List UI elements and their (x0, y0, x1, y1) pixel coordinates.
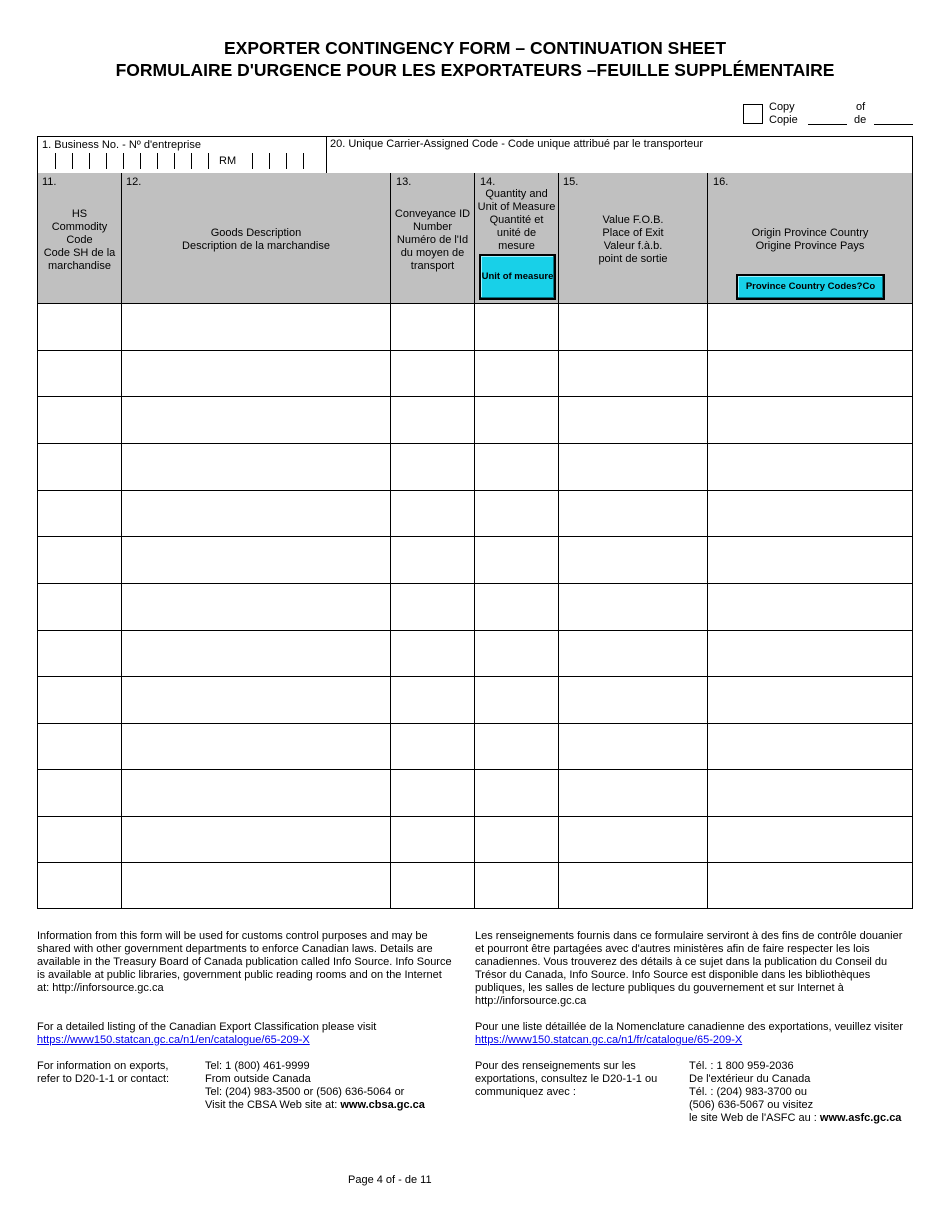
col12-heading: Goods Description Description de la marchandise (182, 227, 330, 252)
carrier-code-field[interactable] (330, 152, 910, 170)
table-row[interactable] (37, 350, 913, 351)
col14-heading: Quantity and Unit of Measure Quantité et unité de mesure (477, 188, 556, 252)
table-row[interactable] (37, 630, 913, 631)
classification-link-en[interactable]: https://www150.statcan.gc.ca/n1/en/catalogue/65-209-X (37, 1034, 310, 1046)
table-row[interactable] (37, 443, 913, 444)
privacy-notice-fr: Les renseignements fournis dans ce formulaire serviront à des fins de contrôle douanier et pourront être partagées avec d'autres ministères afin de faire respecter les lois canadiennes. Vous trouverez des détails à ce sujet dans la publication du Conseil du Trésor du Canada, Info Source. Info Source est disponible dans les bibliothèques publiques, les salles de lecture publiques du gouvernement et sur Internet à http://inforsource.gc.ca (475, 930, 903, 1007)
copy-checkbox[interactable] (743, 104, 763, 124)
col14-number: 14. (480, 176, 496, 188)
table-row[interactable] (37, 862, 913, 863)
copy-number-field[interactable] (808, 124, 847, 125)
col15-heading: Value F.O.B. Place of Exit Valeur f.à.b. point de sortie (598, 214, 668, 265)
contact-details-en: Tel: 1 (800) 461-9999 From outside Canada Tel: (204) 983-3500 or (506) 636-5064 or Visit the CBSA Web site at: www.cbsa.gc.ca (205, 1060, 425, 1111)
col11-heading: HS Commodity Code Code SH de la marchandise (43, 208, 116, 272)
table-row[interactable] (37, 723, 913, 724)
table-row[interactable] (37, 536, 913, 537)
col16-number: 16. (713, 176, 729, 188)
col15-number: 15. (563, 176, 579, 188)
classification-text-en: For a detailed listing of the Canadian Export Classification please visit (37, 1021, 377, 1033)
privacy-notice-en: Information from this form will be used for customs control purposes and may be shared with other government departments to enforce Canadian laws. Details are available in the Treasury Board of Canada publication called Info Source. Info Source is available at public libraries, government public reading rooms and on the Internet at: http://inforsource.gc.ca (37, 930, 452, 994)
classification-link-fr[interactable]: https://www150.statcan.gc.ca/n1/fr/catalogue/65-209-X (475, 1034, 743, 1046)
page-number: Page 4 of - de 11 (348, 1174, 432, 1186)
contact-intro-en: For information on exports, refer to D20-1-1 or contact: (37, 1060, 170, 1085)
province-country-codes-button[interactable]: Province Country Codes?Co (736, 274, 885, 300)
copy-label-en: Copy (769, 101, 795, 113)
copy-label-fr: Copie (769, 114, 798, 126)
col11-number: 11. (42, 176, 57, 188)
col13-heading: Conveyance ID Number Numéro de l'Id du moyen de transport (394, 208, 471, 272)
form-title-french: FORMULAIRE D'URGENCE POUR LES EXPORTATEURS –FEUILLE SUPPLÉMENTAIRE (115, 60, 835, 80)
of-number-field[interactable] (874, 124, 913, 125)
unit-of-measure-button[interactable]: Unit of measure (479, 254, 556, 300)
table-row[interactable] (37, 769, 913, 770)
col13-number: 13. (396, 176, 412, 188)
col16-heading: Origin Province Country Origine Province Pays (751, 227, 869, 252)
col12-number: 12. (126, 176, 142, 188)
business-no-label: 1. Business No. - Nº d'entreprise (42, 139, 201, 151)
table-row[interactable] (37, 396, 913, 397)
cbsa-site-link[interactable]: www.cbsa.gc.ca (340, 1099, 425, 1111)
table-row[interactable] (37, 816, 913, 817)
of-label-fr: de (854, 114, 867, 126)
rm-label: RM (219, 155, 237, 167)
table-row[interactable] (37, 676, 913, 677)
asfc-site-link[interactable]: www.asfc.gc.ca (819, 1112, 902, 1124)
carrier-code-label: 20. Unique Carrier-Assigned Code - Code unique attribué par le transporteur (330, 138, 703, 150)
table-row[interactable] (37, 490, 913, 491)
classification-text-fr: Pour une liste détaillée de la Nomenclature canadienne des exportations, veuillez visiter (475, 1021, 904, 1033)
table-row[interactable] (37, 583, 913, 584)
contact-intro-fr: Pour des renseignements sur les exportations, consultez le D20-1-1 ou communiquez avec : (475, 1060, 658, 1098)
of-label-en: of (856, 101, 866, 113)
contact-details-fr: Tél. : 1 800 959-2036 De l'extérieur du Canada Tél. : (204) 983-3700 ou (506) 636-5067 ou visitez le site Web de l'ASFC au : www.asfc.gc.ca (689, 1060, 902, 1124)
form-title-english: EXPORTER CONTINGENCY FORM – CONTINUATION SHEET (223, 38, 727, 58)
